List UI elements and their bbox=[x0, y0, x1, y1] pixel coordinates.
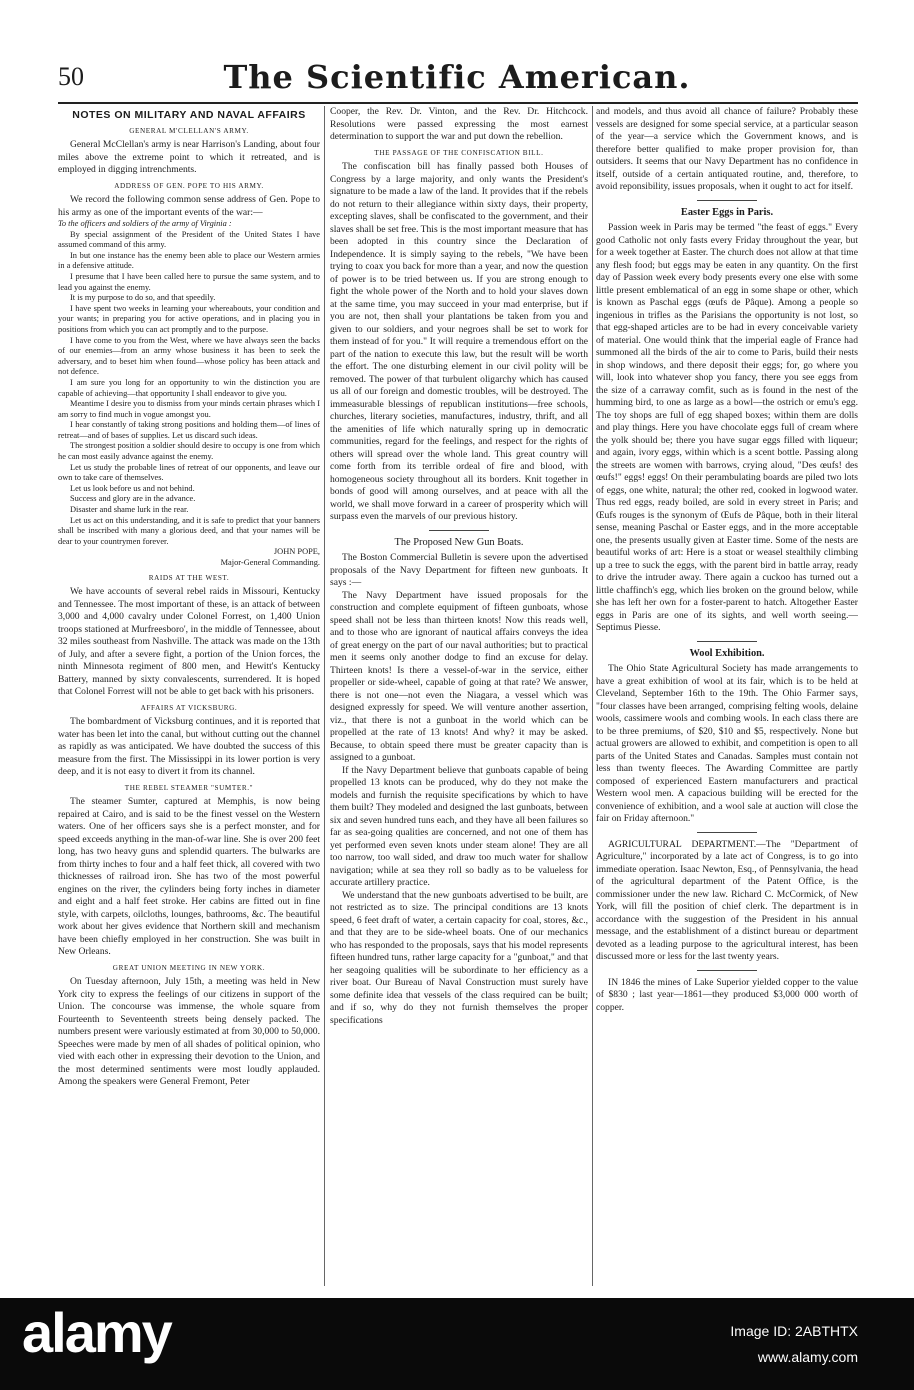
address-salutation: To the officers and soldiers of the army of Virginia : bbox=[58, 219, 232, 228]
paragraph: The Boston Commercial Bulletin is severe upon the advertised proposals of the Navy Department for fifteen new gunboats. It says :— bbox=[330, 552, 588, 588]
separator bbox=[697, 970, 757, 971]
address-line: I have spent two weeks in learning your whereabouts, your condition and your wants; in preparing you for active operations, and in placing you in positions from which you can act promptly and to the purpose. bbox=[58, 303, 320, 334]
alamy-logo: alamy bbox=[22, 1301, 171, 1364]
column-2 bbox=[330, 106, 588, 1294]
subhead: ADDRESS OF GEN. POPE TO HIS ARMY. bbox=[114, 181, 264, 190]
separator bbox=[429, 530, 489, 531]
paragraph: The Navy Department have issued proposals for the construction and complete equipment of fifteen gunboats, whose speed shall not be less than thirteen knots! Now this reads well, and to those who are ignorant of nautical affairs conveys the idea of great energy on the part of our naval authorities; but to practical men it seems only another dodge to find an excuse for delay. Thirteen knots! Is there a vessel-of-war in the service, either propeller or side-wheel, capable of going at that rate? We answer, there is not one—not even the Niagara, a vessel which was designed expressly for speed. We will venture another assertion, viz., that there is not a gunboat in the world which can be propelled at the rate of 13 knots! And why? it may be asked. Because, to obtain speed there must be greater capacity than is assigned to a gunboat. bbox=[330, 589, 588, 763]
masthead: The Scientific American. bbox=[223, 58, 691, 96]
paragraph: We have accounts of several rebel raids in Missouri, Kentucky and Tennessee. The most important of these, is an attack of between 3,000 and 4,000 cavalry under Colonel Forrest, on 1,400 Union troops stationed at Murfreesboro', in the middle of Tennessee, about 32 miles southeast from Nashville. The attack was made on the 13th of July, and after a severe fight, a portion of the Union forces, the ninth Minnesota regiment of 800 men, and Hewitt's Kentucky Battery, manned by sixty convalescents, surrendered. It is hoped that Colonel Forrest will not be able to get back with his prisoners. bbox=[58, 586, 320, 698]
address-line: Let us act on this understanding, and it is safe to predict that your banners shall be inscribed with many a glorious deed, and that your names will be dear to your countrymen forever. bbox=[58, 515, 320, 546]
address-line: Disaster and shame lurk in the rear. bbox=[70, 505, 189, 515]
address-line: Let us look before us and not behind. bbox=[70, 483, 195, 493]
column-1 bbox=[58, 106, 320, 1294]
watermark-info bbox=[730, 1318, 858, 1370]
article-title: Easter Eggs in Paris. bbox=[680, 206, 774, 218]
signature-title: Major-General Commanding. bbox=[220, 558, 320, 567]
address-line: I have come to you from the West, where we have always seen the backs of our enemies—from an army whose business it has been to seek the adversary, and to beset him when found—whose policy has been attack and not defence. bbox=[58, 335, 320, 377]
separator bbox=[697, 832, 757, 833]
signature-name: JOHN POPE, bbox=[273, 547, 320, 557]
article-title: The Proposed New Gun Boats. bbox=[394, 536, 524, 548]
address-line: I am sure you long for an opportunity to win the distinction you are capable of achieving—that opportunity I shall endeavor to give you. bbox=[58, 377, 320, 398]
paragraph: Cooper, the Rev. Dr. Vinton, and the Rev. Dr. Hitchcock. Resolutions were passed expressing the most earnest determination to support the war and put down the rebellion. bbox=[330, 106, 588, 142]
separator bbox=[697, 641, 757, 642]
address-line: It is my purpose to do so, and that speedily. bbox=[70, 293, 216, 303]
paragraph: Passion week in Paris may be termed "the feast of eggs." Every good Catholic not only fasts every Friday throughout the year, but for a week together at Easter. The church does not allow at that time any flesh food; but eggs may be eaten in any quantity. On the first day of Passion week every body presents every one else with some little present emblematical of an egg in some shape or other, which is known as Paschal eggs (œufs de Pâque). Among a people so ingenious in trifles as the Parisians the opportunity is not lost, so that egg-shaped articles are to be had in every conceivable variety of material. One would think that the imperial eagle of France had summoned all the birds of the air to come to Paris, build their nests in shop windows, and there deposit their eggs; for, go where you will, look into whatever shop you fancy, there you see eggs from the size of a carraway comfit, such as is found in the nest of the humming bird, to one as large as a bowl—the ostrich or emu's egg. The toy shops are full of egg shaped boxes; within them are dolls and play things. Here you have chocolate eggs full of cream where the yolk should be; there you have sugar eggs filled with liqueur; and again, ivory eggs, within which is a scent bottle. Passing along the streets are women with barrows, crying aloud, "Des œufs! des œufs!" eggs! eggs! On their perambulating boards are piled two lots of eggs, one white, natural; the other red, cooked in logwood water. Thus red eggs, ready boiled, are sold in every street in Paris; and Œufs rouges is the synonym of Œufs de Pâque, both in their literal sense, meaning Paschal or Easter eggs, and in the more acceptable one, the presents usually given at Easter time. Some of the nests are beautiful works of art: Here is a stoat or weasel stealthily climbing up a tree to suck the eggs, with the parent bird in battle array, ready to drive the intruder away. There again a cuckoo has turned out a little chaffinch's egg, which lies broken on the ground below, while she has left her own for a foster-parent to hatch. Altogether Easter eggs in Paris are one of its sights, and well worth seeing.—Septimus Piesse. bbox=[596, 222, 858, 633]
paragraph: We record the following common sense address of Gen. Pope to his army as one of the important events of the war:— bbox=[58, 194, 320, 218]
column-3 bbox=[596, 106, 858, 1294]
separator bbox=[697, 200, 757, 201]
image-id: Image ID: 2ABTHTX bbox=[730, 1323, 858, 1339]
subhead: RAIDS AT THE WEST. bbox=[148, 573, 230, 582]
address-line: In but one instance has the enemy been able to place our Western armies in a defensive attitude. bbox=[58, 250, 320, 271]
header-rule bbox=[58, 102, 858, 104]
paragraph: IN 1846 the mines of Lake Superior yielded copper to the value of $830 ; last year—1861—they produced $3,000 000 worth of copper. bbox=[596, 976, 858, 1013]
address-line: I hear constantly of taking strong positions and holding them—of lines of retreat—and of bases of supplies. Let us discard such ideas. bbox=[58, 420, 320, 440]
paragraph: If the Navy Department believe that gunboats capable of being propelled 13 knots can be produced, why do they not make the models and furnish the requisite specifications by which to have them built? They modeled and designed the last gunboats, between six and seven hundred tuns each, and they have all been failures so far as sea-going qualities are concerned, and not one of them has yet performed even seven knots under steam alone! They are all too narrow, too wall sided, and draw too much water for shallow navigation; while at sea they roll so badly as to be valueless for accurate artillery practice. bbox=[330, 764, 588, 888]
paragraph: and models, and thus avoid all chance of failure? Probably these vessels are designed for some special service, at a particular season of the year—a service which the Government knows, and is therefore better qualified to make proper provision for, than outsiders. It seems that our Navy Department has no confidence in itself, outside of a certain antiquated routine, and, therefore, to avoid reponsibility, issues proposals, when it ought to act for itself. bbox=[596, 106, 858, 192]
address-line: Meantime I desire you to dismiss from your minds certain phrases which I am sorry to find much in vogue amongst you. bbox=[58, 399, 320, 419]
paragraph: The Ohio State Agricultural Society has made arrangements to have a great exhibition of wool at its fair, which is to be held at Cleveland, September 16th to the 19th. The Ohio Farmer says, "four classes have been arranged, comprising felting wools, delaine wools, cassimere wools and combing wools. In each class there are to be three premiums, of $20, $10 and $5, respectively. None but actual growers are allowed to exhibit, and competition is open to all parts of the United States and Canadas. Samples must contain not less than twenty fleeces. The Awarding Committee are partly composed of experienced Eastern manufacturers and practical Western wool men. A capacious building will be erected for the convenience of exhibition, and a wool sale at auction will close the fair on Friday afternoon." bbox=[596, 663, 858, 824]
paragraph: We understand that the new gunboats advertised to be built, are not restricted as to size. The principal conditions are 13 knots speed, 6 feet draft of water, a certain capacity for coal, stores, &c., and that they are to be side-wheel boats. One of our mechanics who has responded to the proposals, says that his model represents fifteen hundred tuns, rather large capacity for a "gunboat," and that her seagoing qualities will be subordinate to her efficiency as a river boat. Our Bureau of Naval Construction must surely have some definite idea that vessels of the class required can be built; and if so, why do they not furnish themselves the proper specifications bbox=[330, 889, 588, 1026]
address-line: Let us study the probable lines of retreat of our opponents, and leave our own to take care of themselves. bbox=[58, 462, 320, 483]
subhead: THE REBEL STEAMER "SUMTER." bbox=[124, 783, 254, 792]
subhead: GENERAL M'CLELLAN'S ARMY. bbox=[129, 126, 249, 135]
address-line: By special assignment of the President of the United States I have assumed command of this army. bbox=[58, 229, 320, 250]
paragraph: The steamer Sumter, captured at Memphis, is now being repaired at Cairo, and is said to be the finest vessel on the Western waters. One of her officers says she is a perfect monster, and for speed exceeds anything in the man-of-war line. She is over 200 feet long, has two heavy guns and splendid quarters. The bulwarks are from thirty inches to four and a half feet thick, all covered with two thicknesses of railroad iron. She has two of the most powerful engines on the river, the cylinders being forty inches in diameter and eight and a half feet stroke. Her cabins are fitted out in fine style, with carpets, oilcloths, lounges, bathrooms, &c. The beautiful work about her gives evidence that Northern skill and mechanism have been chiefly employed in her construction. She was built in New Orleans. bbox=[58, 796, 320, 958]
column-divider bbox=[324, 106, 325, 1286]
paragraph: The confiscation bill has finally passed both Houses of Congress by a large majority, and only wants the President's signature to be made a law of the land. It provides that if the rebels do not return to their allegiance within sixty days, their property, excepting slaves, shall be confiscated to the government, and their slaves shall be set free. This is the most important measure that has been adopted in this country since the Declaration of Independence. It is simply saying to the rebels, "We have been trying to coax you back for more than a year, and now the question of power is to be tried between us. If you are strong enough to fight the whole power of the North and to hold your slaves down at the same time, you may succeed in your mad enterprise, but if you are not, then shall your plantations be taken from you and given to our soldiers, and your negroes shall be set to work for them instead of for you." It will require a tremendous effort on the part of the nation to execute this law, but the result will be worth the effort. The one disturbing element in our civil polity will be removed. The power of that turbulent oligarchy which has caused us all of our foreign and domestic troubles, will be destroyed. The immeasurable blessings of republican institutions—free schools, churches, literary societies, manufactures, industry, thrift, and all the amenities of life which naturally spring up in democratic communities, regard for the feelings, and respect for the rights of others will spread over the whole land. This great country will come forth from its terrible ordeal of fire and blood, with homogeneous society throughout all its borders. Knit together in bonds of good will among ourselves, and at peace with all the world, we shall move forward in a career of prosperity which will surpass even the marvels of our previous history. bbox=[330, 161, 588, 522]
section-title: NOTES ON MILITARY AND NAVAL AFFAIRS bbox=[72, 109, 306, 121]
page-number: 50 bbox=[58, 62, 84, 91]
paragraph: General McClellan's army is near Harrison's Landing, about four miles above the extreme point to which it retreated, and is employed in digging intrenchments. bbox=[58, 139, 320, 175]
watermark-url: www.alamy.com bbox=[757, 1349, 858, 1365]
paragraph: On Tuesday afternoon, July 15th, a meeting was held in New York city to express the feelings of our citizens in support of the Union. The concourse was immense, the whole square from Fourteenth to Seventeenth streets being densely packed. The numbers present were variously estimated at from 30,000 to 50,000. Speeches were made by men of all shades of political opinion, who vied with each other in expressing their devotion to the Union, and the most determined sentiments were most loudly applauded. Among the speakers were General Fremont, Peter bbox=[58, 976, 320, 1088]
address-line: Success and glory are in the advance. bbox=[70, 494, 196, 504]
address-line: I presume that I have been called here to pursue the same system, and to lead you against the enemy. bbox=[58, 271, 320, 292]
paragraph: AGRICULTURAL DEPARTMENT.—The "Department of Agriculture," incorporated by a late act of Congress, is to go into immediate operation. Isaac Newton, Esq., of Pennsylvania, the head of the agricultural department of the Patent Office, is the commissioner under the new law. Richard C. McCormick, of New York, will fill the position of chief clerk. The department is in accordance with the suggestion of the President in his annual message, and the establishment of a distinct bureau or department devoted as a leading purpose to the agricultural interest, has been discussed more or less for the last twenty years. bbox=[596, 838, 858, 962]
subhead: GREAT UNION MEETING IN NEW YORK. bbox=[112, 963, 266, 972]
subhead: THE PASSAGE OF THE CONFISCATION BILL. bbox=[374, 148, 544, 157]
paragraph: The bombardment of Vicksburg continues, and it is reported that water has been let into the canal, but without cutting out the channel as rapidly as was anticipated. We have doubted the success of this measure from the first. The Mississippi in its lower portion is very deep, and it is not easy to divert it from its channel. bbox=[58, 716, 320, 778]
article-title: Wool Exhibition. bbox=[689, 647, 765, 659]
column-divider bbox=[592, 106, 593, 1286]
subhead: AFFAIRS AT VICKSBURG. bbox=[140, 703, 238, 712]
address-line: The strongest position a soldier should desire to occupy is one from which he can most easily advance against the enemy. bbox=[58, 441, 320, 462]
